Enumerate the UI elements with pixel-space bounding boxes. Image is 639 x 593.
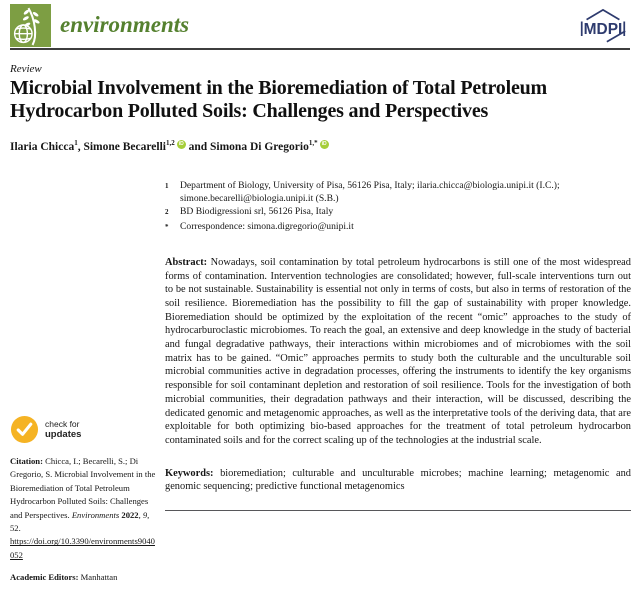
badge-line1: check for	[45, 419, 80, 429]
doi-link[interactable]: https://doi.org/10.3390/environments9040052	[10, 536, 155, 560]
margin-column	[10, 415, 159, 593]
check-for-updates-label	[45, 419, 81, 440]
author-name: Simone Becarelli	[83, 140, 166, 153]
author-affil-sup: 1	[74, 139, 78, 147]
author-separator: ,	[77, 140, 84, 153]
citation-year: 2022	[121, 509, 139, 520]
citation-label: Citation:	[10, 456, 43, 466]
orcid-icon[interactable]: iD	[321, 141, 327, 147]
keywords-label: Keywords:	[165, 467, 214, 479]
affiliation-row	[165, 179, 631, 205]
abstract-label: Abstract:	[165, 256, 208, 268]
author-affil-sup: 1,*	[308, 139, 318, 147]
academic-editors-line	[10, 571, 159, 584]
abstract-paragraph	[165, 256, 631, 448]
affiliation-row	[165, 220, 631, 234]
abstract-text: Nowadays, soil contamination by total petroleum hydrocarbons is still one of the most widespread forms of contamination. Intervention technologies are consolidated; however, full-scale interventions turn out to be not sustainable. Sustainability is essential not only in terms of costs, but also in terms of restoration of the soil resilience. Bioremediation has the possibility to fill the gap of sustainability with proper knowledge. Bioremediation should be optimized by the exploitation of the recent “omic” approaches to the study of hydrocarburoclastic microbiomes. To reach the goal, an extensive and deep knowledge in the study of bacterial and fungal degradative pathways, their interactions within microbiomes and of microbiomes with the soil matrix has to be gained. “Omic” approaches permits to study both the culturable and the unculturable soil microbial communities active in degradation processes, offering the instruments to identify the key organisms responsible for soil contaminant depletion and restoration of soil resilience. Tools for the investigation of both microbial communities, their degradation pathways and their interaction, will be discussed, describing the dedicated genomic and metagenomic approaches, as well as the interpretative tools of the deriving data, that are exploitable for both optimizing bio-based approaches for the treatment of total petroleum hydrocarbon contaminated soils and for the correct scaling up of the technologies at the industrial scale.	[165, 256, 631, 446]
mdpi-logo[interactable]	[574, 7, 632, 45]
affiliation-marker: *	[165, 222, 169, 231]
affiliation-row	[165, 205, 631, 219]
svg-text:MDPI: MDPI	[583, 21, 623, 39]
badge-line2: updates	[45, 429, 82, 440]
affiliation-text: Department of Biology, University of Pisa, 56126 Pisa, Italy; ilaria.chicca@biologia.unipi.it (I.C.); simone.becarelli@biologia.unipi.it (S.B.)	[180, 180, 560, 205]
affiliation-text: BD Biodigressioni srl, 56126 Pisa, Italy	[180, 206, 334, 218]
section-divider	[165, 510, 631, 511]
affiliation-marker: 2	[165, 208, 169, 217]
academic-editors-label: Academic Editors:	[10, 571, 79, 582]
mdpi-book-icon	[574, 7, 632, 46]
author-separator: and	[185, 140, 211, 153]
orcid-icon[interactable]: iD	[178, 141, 184, 147]
journal-name: environments	[60, 12, 190, 37]
author-line	[10, 139, 329, 153]
header-divider	[10, 48, 630, 50]
article-type-label: Review	[10, 63, 42, 75]
plant-globe-icon	[10, 4, 51, 47]
affiliation-marker: 1	[165, 182, 169, 190]
author-name: Simona Di Gregorio	[210, 140, 309, 153]
keywords-text: bioremediation; culturable and unculturable microbes; machine learning; metagenomic and genomic sequencing; predictive functional metagenomics	[165, 467, 631, 493]
author-name: Ilaria Chicca	[10, 140, 75, 153]
citation-body: Chicca, I.; Becarelli, S.; Di Gregorio, S. Microbial Involvement in the Bioremediation of Total Petroleum Hydrocarbon Polluted Soils: Challenges and Perspectives.	[10, 456, 156, 520]
citation-sep: , 52.	[10, 509, 150, 534]
correspondence-text: Correspondence: simona.digregorio@unipi.it	[180, 220, 354, 232]
citation-journal: Environments	[71, 509, 120, 520]
citation-block	[10, 455, 159, 562]
journal-logo[interactable]	[10, 4, 51, 47]
keywords-paragraph	[165, 467, 631, 494]
page-title: Microbial Involvement in the Bioremediation of Total Petroleum Hydrocarbon Polluted Soils: Challenges and Perspectives	[10, 77, 548, 122]
citation-sep: ,	[138, 509, 143, 520]
citation-volume: 9	[142, 509, 148, 520]
main-column	[165, 179, 631, 511]
check-for-updates-button[interactable]	[10, 415, 159, 444]
academic-editors-names: Manhattan	[78, 571, 118, 582]
check-circle-icon	[10, 415, 39, 444]
author-affil-sup: 1,2	[165, 139, 175, 147]
affiliations-block	[165, 179, 631, 234]
